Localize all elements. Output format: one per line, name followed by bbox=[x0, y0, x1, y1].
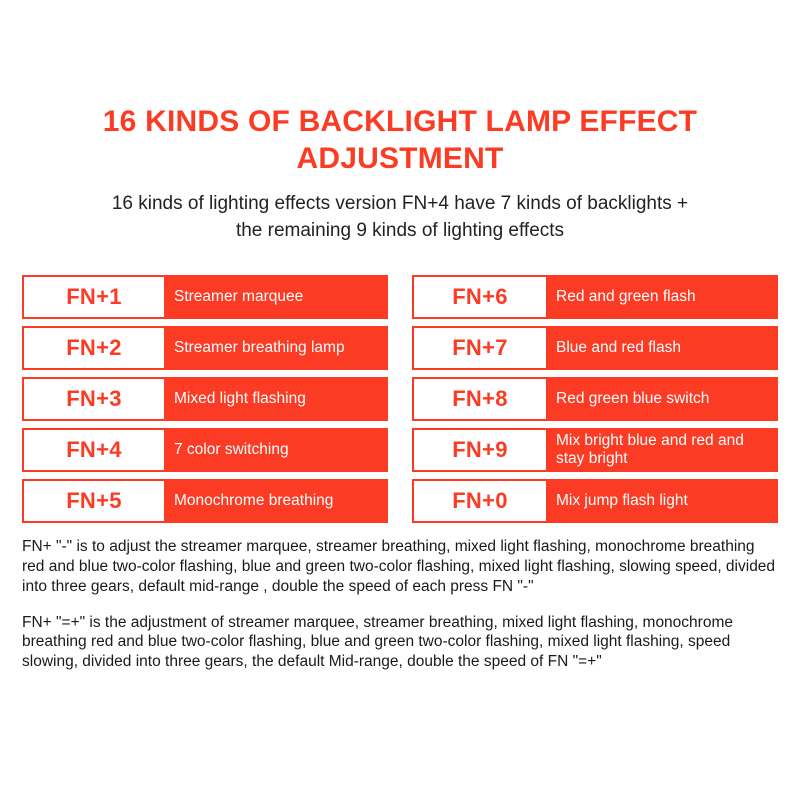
effect-description: Mix jump flash light bbox=[546, 481, 776, 521]
effect-row bbox=[22, 275, 388, 319]
notes-section bbox=[0, 523, 800, 672]
effect-description: Mixed light flashing bbox=[164, 379, 386, 419]
effect-description: 7 color switching bbox=[164, 430, 386, 470]
page-title: 16 KINDS OF BACKLIGHT LAMP EFFECT ADJUSTMENT bbox=[102, 105, 698, 175]
effect-key: FN+5 bbox=[24, 481, 164, 521]
note-plus: FN+ "=+" is the adjustment of streamer marquee, streamer breathing, mixed light flashing, monochrome breathing red and blue two-color flashing, blue and green two-color flashing, mixed light flashing, speed slowing, divided into three gears, the default Mid-range, double the speed of FN "=+" bbox=[22, 613, 733, 671]
effect-row bbox=[22, 326, 388, 370]
effect-description: Blue and red flash bbox=[546, 328, 776, 368]
effect-row bbox=[412, 377, 778, 421]
effect-key: FN+3 bbox=[24, 379, 164, 419]
effect-key: FN+9 bbox=[414, 430, 546, 470]
effect-key: FN+2 bbox=[24, 328, 164, 368]
effect-description: Streamer marquee bbox=[164, 277, 386, 317]
effect-key: FN+1 bbox=[24, 277, 164, 317]
effect-row bbox=[22, 428, 388, 472]
effect-description: Streamer breathing lamp bbox=[164, 328, 386, 368]
effect-row bbox=[412, 275, 778, 319]
effect-description: Monochrome breathing bbox=[164, 481, 386, 521]
effect-key: FN+4 bbox=[24, 430, 164, 470]
effect-row bbox=[22, 377, 388, 421]
effect-key: FN+8 bbox=[414, 379, 546, 419]
effect-row bbox=[412, 479, 778, 523]
effects-grid bbox=[0, 275, 800, 523]
effect-key: FN+7 bbox=[414, 328, 546, 368]
page-subtitle: 16 kinds of lighting effects version FN+4 have 7 kinds of backlights + the remaining 9 kinds of lighting effects bbox=[111, 193, 689, 242]
effects-column-right bbox=[412, 275, 778, 523]
effect-row bbox=[22, 479, 388, 523]
effect-key: FN+0 bbox=[414, 481, 546, 521]
note-minus: FN+ "-" is to adjust the streamer marquee, streamer breathing, mixed light flashing, monochrome breathing red and blue two-color flashing, blue and green two-color flashing, mixed light flashing, slowing speed, divided into three gears, default mid-range , double the speed of each press FN "-" bbox=[22, 538, 776, 595]
effects-column-left bbox=[22, 275, 388, 523]
effect-row bbox=[412, 428, 778, 472]
effect-key: FN+6 bbox=[414, 277, 546, 317]
effect-description: Mix bright blue and red and stay bright bbox=[546, 430, 776, 470]
effect-description: Red green blue switch bbox=[546, 379, 776, 419]
effect-description: Red and green flash bbox=[546, 277, 776, 317]
effect-row bbox=[412, 326, 778, 370]
